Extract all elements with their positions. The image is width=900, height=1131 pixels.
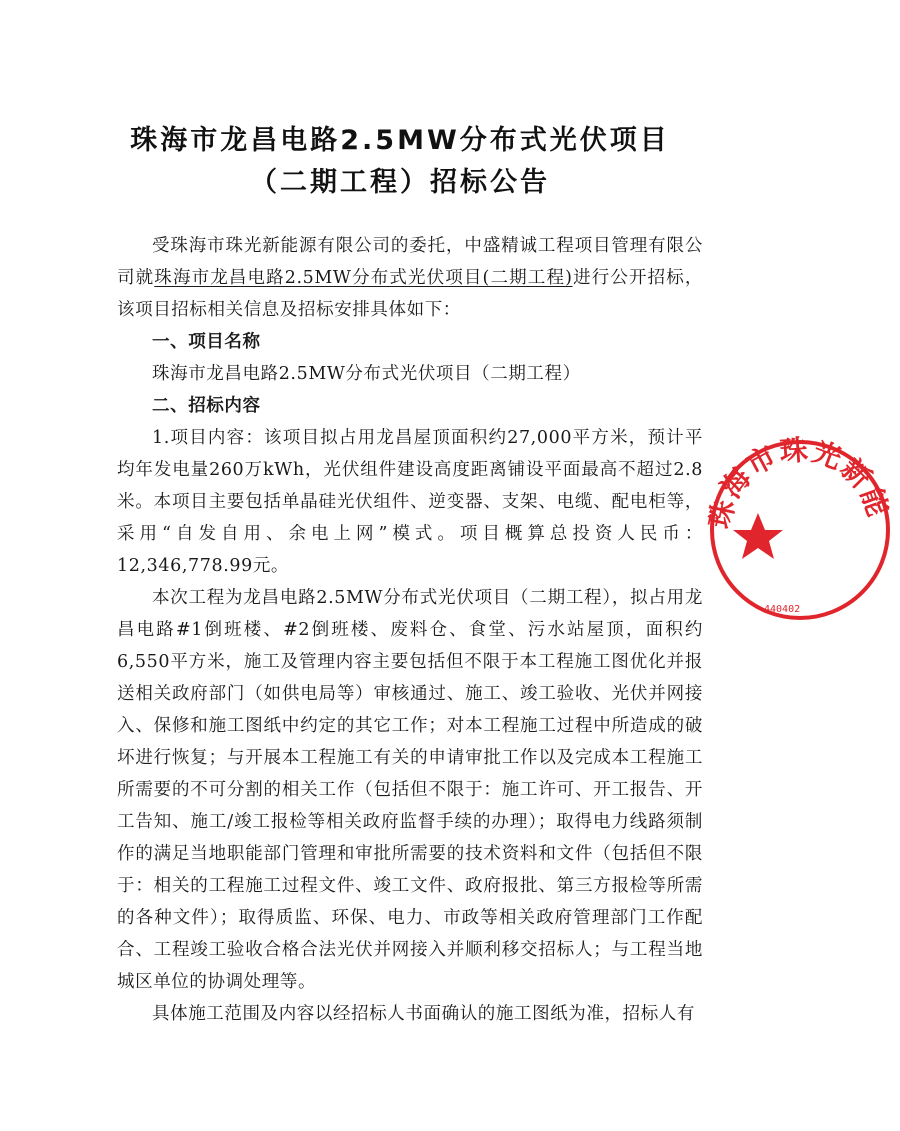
seal-star-icon — [733, 513, 783, 559]
document-body — [117, 230, 703, 1030]
intro-post: 进行公开招标，该项目招标相关信息及招标安排具体如下： — [117, 268, 704, 320]
document-title-line1: 珠海市龙昌电路2.5MW分布式光伏项目 — [130, 125, 670, 156]
document-title-line2: （二期工程）招标公告 — [250, 167, 550, 198]
seal-text: 珠海市珠光新能 — [703, 433, 896, 532]
intro-pre: 受珠海市珠光新能源有限公司的委托，中盛精诚工程项目管理有限公司就 — [117, 236, 703, 288]
intro-project-name: 珠海市龙昌电路2.5MW分布式光伏项目(二期工程) — [154, 268, 573, 288]
company-seal — [700, 430, 900, 630]
construction-drawings-paragraph: 具体施工范围及内容以经招标人书面确认的施工图纸为准，招标人有 — [152, 1004, 695, 1024]
seal-code: 440402 — [764, 604, 801, 615]
intro-paragraph — [117, 230, 703, 326]
section1-heading: 一、项目名称 — [152, 332, 261, 352]
section2-heading: 二、招标内容 — [152, 396, 261, 416]
section1-text: 珠海市龙昌电路2.5MW分布式光伏项目（二期工程） — [152, 364, 581, 384]
construction-scope-paragraph: 本次工程为龙昌电路2.5MW分布式光伏项目（二期工程），拟占用龙昌电路#1倒班楼、#2倒班楼、废料仓、食堂、污水站屋顶，面积约6,550平方米，施工及管理内容主要包括但不限于本工程施工图优化并报送相关政府部门（如供电局等）审核通过、施工、竣工验收、光伏并网接入、保修和施工图纸中约定的其它工作；对本工程施工过程中所造成的破坏进行恢复；与开展本工程施工有关的申请审批工作以及完成本工程施工所需要的不可分割的相关工作（包括但不限于：施工许可、开工报告、开工告知、施工/竣工报检等相关政府监督手续的办理）；取得电力线路须制作的满足当地职能部门管理和审批所需要的技术资料和文件（包括但不限于：相关的工程施工过程文件、竣工文件、政府报批、第三方报检等所需的各种文件）；取得质监、环保、电力、市政等相关政府管理部门工作配合、工程竣工验收合格合法光伏并网接入并顺利移交招标人；与工程当地城区单位的协调处理等。 — [117, 588, 703, 992]
project-content-paragraph: 1.项目内容：该项目拟占用龙昌屋顶面积约27,000平方米，预计平均年发电量260万kWh，光伏组件建设高度距离铺设平面最高不超过2.8米。本项目主要包括单晶硅光伏组件、逆变器、支架、电缆、配电柜等，采用“自发自用、余电上网”模式。项目概算总投资人民币：12,346,778.99元。 — [117, 428, 703, 576]
